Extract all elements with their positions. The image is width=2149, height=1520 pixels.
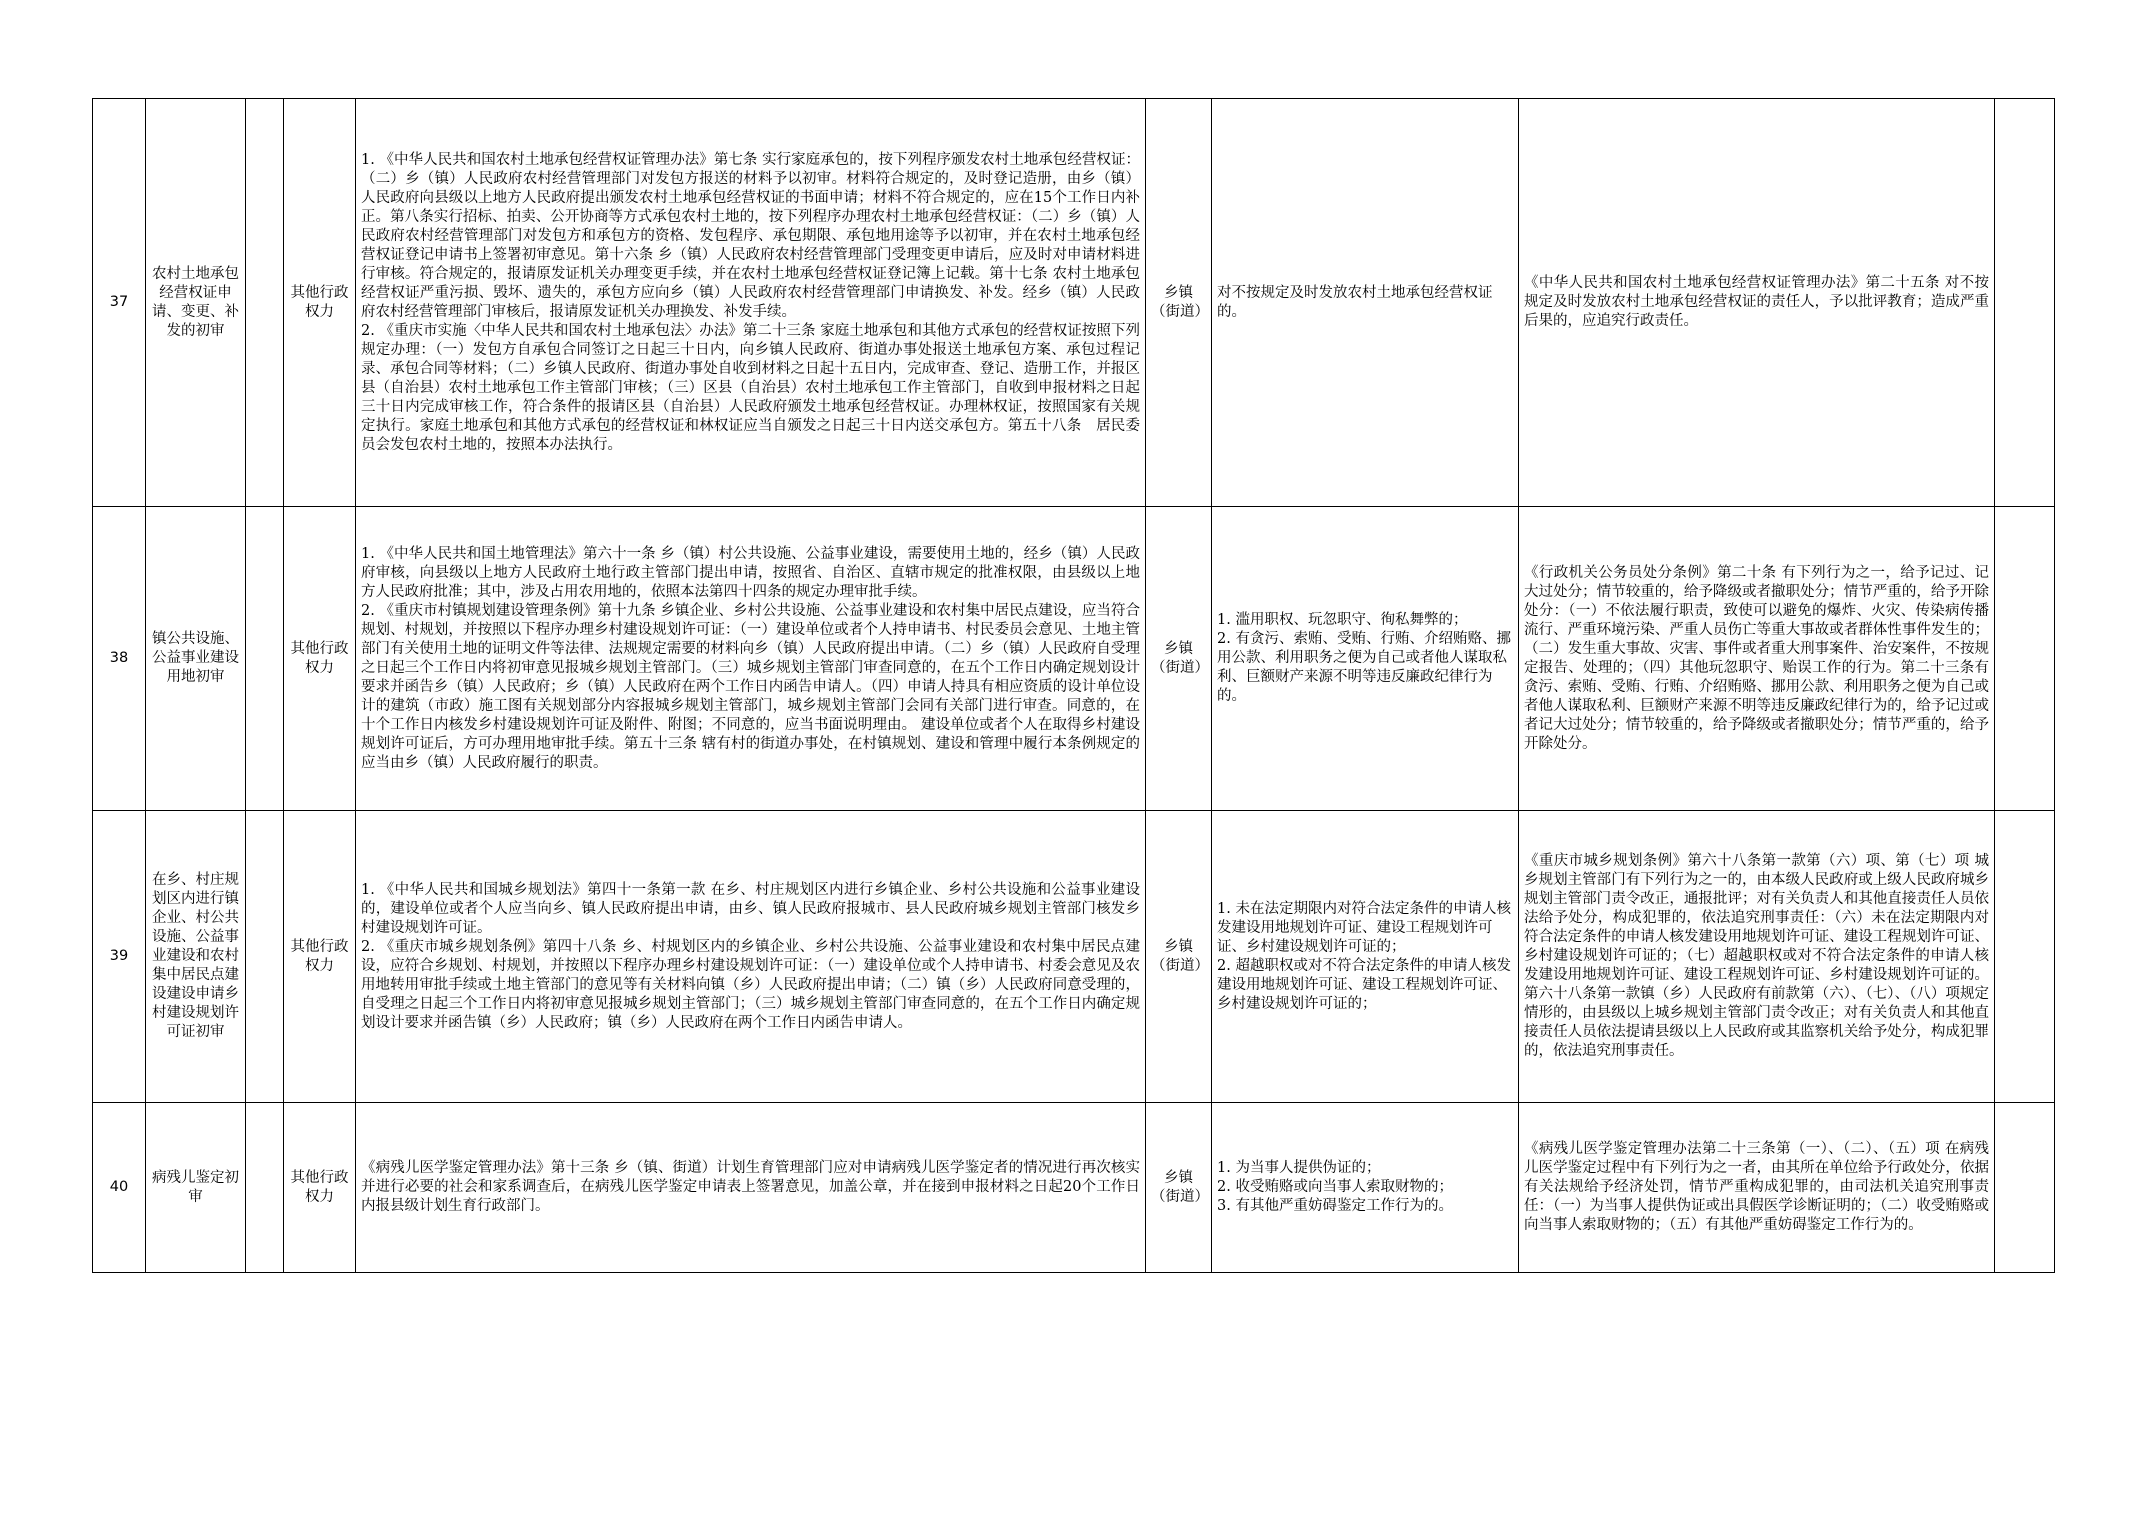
remark-cell bbox=[1995, 811, 2055, 1103]
accountability-basis bbox=[1519, 1103, 1995, 1273]
legal-basis bbox=[356, 99, 1146, 507]
accountability-basis bbox=[1519, 99, 1995, 507]
table-row bbox=[93, 1103, 2055, 1273]
accountability-basis bbox=[1519, 811, 1995, 1103]
table-row bbox=[93, 811, 2055, 1103]
basis-paragraph: 2. 《重庆市城乡规划条例》第四十八条 乡、村规划区内的乡镇企业、乡村公共设施、公益事业建设和农村集中居民点建设，应符合乡规划、村规划，并按照以下程序办理乡村建设规划许可证：（一）建设单位或个人持申请书、村委会意见及农用地转用审批手续或土地主管部门的意见等有关材料向镇（乡）人民政府提出申请；（二）镇（乡）人民政府同意受理的，自受理之日起三个工作日内将初审意见报城乡规划主管部门；（三）城乡规划主管部门审查同意的，在五个工作日内确定规划设计要求并函告镇（乡）人民政府；镇（乡）人民政府在两个工作日内函告申请人。 bbox=[361, 938, 1140, 1031]
power-name: 在乡、村庄规划区内进行镇企业、村公共设施、公益事业建设和农村集中居民点建设建设申请乡村建设规划许可证初审 bbox=[146, 811, 246, 1103]
case-item: 1. 为当事人提供伪证的； bbox=[1217, 1160, 1381, 1176]
case-item: 1. 未在法定期限内对符合法定条件的申请人核发建设用地规划许可证、建设工程规划许可证、乡村建设规划许可证的； bbox=[1217, 900, 1511, 955]
row-number: 40 bbox=[93, 1103, 146, 1273]
power-type: 其他行政权力 bbox=[284, 811, 356, 1103]
basis-paragraph: 1. 《中华人民共和国土地管理法》第六十一条 乡（镇）村公共设施、公益事业建设，需要使用土地的，经乡（镇）人民政府审核，向县级以上地方人民政府土地行政主管部门提出申请，按照省、自治区、直辖市规定的批准权限，由县级以上地方人民政府批准；其中，涉及占用农用地的，依照本法第四十四条的规定办理审批手续。 bbox=[361, 545, 1140, 600]
power-name: 镇公共设施、公益事业建设用地初审 bbox=[146, 507, 246, 811]
basis-paragraph: 《病残儿医学鉴定管理办法》第十三条 乡（镇、街道）计划生育管理部门应对申请病残儿医学鉴定者的情况进行再次核实并进行必要的社会和家系调查后，在病残儿医学鉴定申请表上签署意见，加盖公章，并在接到申报材料之日起20个工作日内报县级计划生育行政部门。 bbox=[361, 1160, 1140, 1214]
liability-paragraph: 《重庆市城乡规划条例》第六十八条第一款第（六）项、第（七）项 城乡规划主管部门有下列行为之一的，由本级人民政府或上级人民政府城乡规划主管部门责令改正，通报批评；对有关负责人和其他直接责任人员依法给予处分，构成犯罪的，依法追究刑事责任：（六）未在法定期限内对符合法定条件的申请人核发建设用地规划许可证、建设工程规划许可证、乡村建设规划许可证的；（七）超越职权或对不符合法定条件的申请人核发建设用地规划许可证、建设工程规划许可证、乡村建设规划许可证的。第六十八条第一款镇（乡）人民政府有前款第（六）、（七）、（八）项规定情形的，由县级以上城乡规划主管部门责令改正；对有关负责人和其他直接责任人员依法提请县级以上人民政府或其监察机关给予处分，构成犯罪的，依法追究刑事责任。 bbox=[1524, 853, 1989, 1059]
power-name: 病残儿鉴定初审 bbox=[146, 1103, 246, 1273]
liability-cases bbox=[1212, 1103, 1519, 1273]
accountability-basis bbox=[1519, 507, 1995, 811]
case-item: 2. 有贪污、索贿、受贿、行贿、介绍贿赂、挪用公款、利用职务之便为自己或者他人谋取私利、巨额财产来源不明等违反廉政纪律行为的。 bbox=[1217, 631, 1511, 704]
table-row bbox=[93, 99, 2055, 507]
empty-cell bbox=[246, 1103, 284, 1273]
power-type: 其他行政权力 bbox=[284, 507, 356, 811]
liability-cases bbox=[1212, 99, 1519, 507]
remark-cell bbox=[1995, 1103, 2055, 1273]
basis-paragraph: 1. 《中华人民共和国农村土地承包经营权证管理办法》第七条 实行家庭承包的，按下列程序颁发农村土地承包经营权证：（二）乡（镇）人民政府农村经营管理部门对发包方报送的材料予以初审。材料符合规定的，及时登记造册，由乡（镇）人民政府向县级以上地方人民政府提出颁发农村土地承包经营权证的书面申请；材料不符合规定的，应在15个工作日内补正。第八条实行招标、拍卖、公开协商等方式承包农村土地的，按下列程序办理农村土地承包经营权证：（二）乡（镇）人民政府农村经营管理部门对发包方和承包方的资格、发包程序、承包期限、承包地用途等予以初审，并在农村土地承包经营权证登记申请书上签署初审意见。第十六条 乡（镇）人民政府农村经营管理部门受理变更申请后，应及时对申请材料进行审核。符合规定的，报请原发证机关办理变更手续，并在农村土地承包经营权证登记簿上记载。第十七条 农村土地承包经营权证严重污损、毁坏、遗失的，承包方应向乡（镇）人民政府农村经营管理部门申请换发、补发。经乡（镇）人民政府农村经营管理部门审核后，报请原发证机关办理换发、补发手续。 bbox=[361, 151, 1140, 320]
liability-paragraph: 《行政机关公务员处分条例》第二十条 有下列行为之一，给予记过、记大过处分；情节较重的，给予降级或者撤职处分；情节严重的，给予开除处分：（一）不依法履行职责，致使可以避免的爆炸、火灾、传染病传播流行、严重环境污染、严重人员伤亡等重大事故或者群体性事件发生的；（二）发生重大事故、灾害、事件或者重大刑事案件、治安案件，不按规定报告、处理的；（四）其他玩忽职守、贻误工作的行为。第二十三条有贪污、索贿、受贿、行贿、介绍贿赂、挪用公款、利用职务之便为自己或者他人谋取私利、巨额财产来源不明等违反廉政纪律行为的，给予记过或者记大过处分；情节较重的，给予降级或者撤职处分；情节严重的，给予开除处分。 bbox=[1524, 564, 1989, 752]
empty-cell bbox=[246, 99, 284, 507]
table-row bbox=[93, 507, 2055, 811]
liability-cases bbox=[1212, 811, 1519, 1103]
responsible-subject: 乡镇（街道） bbox=[1146, 99, 1212, 507]
power-name: 农村土地承包经营权证申请、变更、补发的初审 bbox=[146, 99, 246, 507]
case-item: 2. 收受贿赂或向当事人索取财物的； bbox=[1217, 1179, 1453, 1195]
liability-paragraph: 《病残儿医学鉴定管理办法第二十三条第（一）、（二）、（五）项 在病残儿医学鉴定过程中有下列行为之一者，由其所在单位给予行政处分，依据有关法规给予经济处罚，情节严重构成犯罪的，由司法机关追究刑事责任：（一）为当事人提供伪证或出具假医学诊断证明的；（二）收受贿赂或向当事人索取财物的；（五）有其他严重妨碍鉴定工作行为的。 bbox=[1524, 1141, 1989, 1233]
empty-cell bbox=[246, 811, 284, 1103]
power-type: 其他行政权力 bbox=[284, 99, 356, 507]
case-item: 1. 滥用职权、玩忽职守、徇私舞弊的； bbox=[1217, 612, 1468, 628]
legal-basis bbox=[356, 811, 1146, 1103]
row-number: 38 bbox=[93, 507, 146, 811]
row-number: 37 bbox=[93, 99, 146, 507]
legal-basis bbox=[356, 507, 1146, 811]
legal-basis bbox=[356, 1103, 1146, 1273]
row-number: 39 bbox=[93, 811, 146, 1103]
empty-cell bbox=[246, 507, 284, 811]
basis-paragraph: 2. 《重庆市实施〈中华人民共和国农村土地承包法〉办法》第二十三条 家庭土地承包和其他方式承包的经营权证按照下列规定办理：（一）发包方自承包合同签订之日起三十日内，向乡镇人民政府、街道办事处报送土地承包方案、承包过程记录、承包合同等材料；（二）乡镇人民政府、街道办事处自收到材料之日起十五日内，完成审查、登记、造册工作，并报区县（自治县）农村土地承包工作主管部门审核；（三）区县（自治县）农村土地承包工作主管部门，自收到申报材料之日起三十日内完成审核工作，符合条件的报请区县（自治县）人民政府颁发土地承包经营权证。办理林权证，按照国家有关规定执行。家庭土地承包和其他方式承包的经营权证和林权证应当自颁发之日起三十日内送交承包方。第五十八条 居民委员会发包农村土地的，按照本办法执行。 bbox=[361, 322, 1140, 453]
power-type: 其他行政权力 bbox=[284, 1103, 356, 1273]
power-list-table bbox=[92, 98, 2055, 1273]
remark-cell bbox=[1995, 507, 2055, 811]
liability-paragraph: 《中华人民共和国农村土地承包经营权证管理办法》第二十五条 对不按规定及时发放农村土地承包经营权证的责任人，予以批评教育；造成严重后果的，应追究行政责任。 bbox=[1524, 275, 1989, 329]
responsible-subject: 乡镇（街道） bbox=[1146, 507, 1212, 811]
remark-cell bbox=[1995, 99, 2055, 507]
responsible-subject: 乡镇（街道） bbox=[1146, 1103, 1212, 1273]
case-item: 3. 有其他严重妨碍鉴定工作行为的。 bbox=[1217, 1198, 1453, 1214]
case-item: 对不按规定及时发放农村土地承包经营权证的。 bbox=[1217, 284, 1493, 320]
liability-cases bbox=[1212, 507, 1519, 811]
basis-paragraph: 2. 《重庆市村镇规划建设管理条例》第十九条 乡镇企业、乡村公共设施、公益事业建设和农村集中居民点建设，应当符合规划、村规划，并按照以下程序办理乡村建设规划许可证：（一）建设单位或者个人持申请书、村民委员会意见、土地主管部门有关使用土地的证明文件等法律、法规规定需要的材料向乡（镇）人民政府提出申请。（二）乡（镇）人民政府自受理之日起三个工作日内将初审意见报城乡规划主管部门。（三）城乡规划主管部门审查同意的，在五个工作日内确定规划设计要求并函告乡（镇）人民政府；乡（镇）人民政府在两个工作日内函告申请人。（四）申请人持具有相应资质的设计单位设计的建筑（市政）施工图有关规划部分内容报城乡规划主管部门，城乡规划主管部门会同有关部门进行审查。同意的，在十个工作日内核发乡村建设规划许可证及附件、附图；不同意的，应当书面说明理由。 建设单位或者个人在取得乡村建设规划许可证后，方可办理用地审批手续。第五十三条 辖有村的街道办事处，在村镇规划、建设和管理中履行本条例规定的应当由乡（镇）人民政府履行的职责。 bbox=[361, 602, 1140, 771]
basis-paragraph: 1. 《中华人民共和国城乡规划法》第四十一条第一款 在乡、村庄规划区内进行乡镇企业、乡村公共设施和公益事业建设的，建设单位或者个人应当向乡、镇人民政府提出申请，由乡、镇人民政府报城市、县人民政府城乡规划主管部门核发乡村建设规划许可证。 bbox=[361, 881, 1140, 936]
responsible-subject: 乡镇（街道） bbox=[1146, 811, 1212, 1103]
case-item: 2. 超越职权或对不符合法定条件的申请人核发建设用地规划许可证、建设工程规划许可证、乡村建设规划许可证的； bbox=[1217, 957, 1511, 1012]
